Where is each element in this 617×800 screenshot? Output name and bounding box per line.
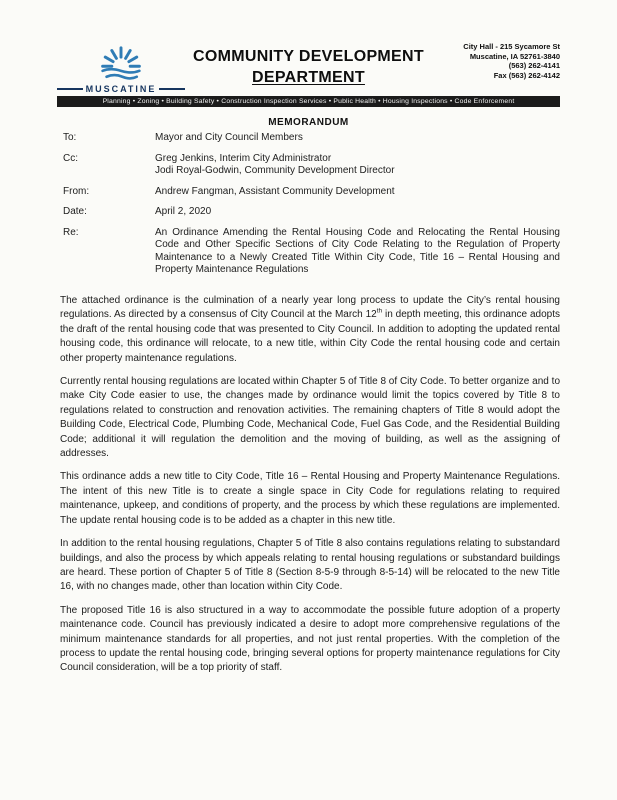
field-label-re: Re: xyxy=(63,226,79,238)
address-line-fax: Fax (563) 262-4142 xyxy=(493,70,560,80)
services-bar: Planning • Zoning • Building Safety • Construction Inspection Services • Public Health • Housing Inspections • Code Enforcement xyxy=(57,96,560,107)
memo-title: MEMORANDUM xyxy=(268,117,349,128)
department-title xyxy=(120,46,497,88)
field-row-from xyxy=(63,186,560,199)
address-line-city: Muscatine, IA 52761-3840 xyxy=(469,51,560,61)
field-value-re: An Ordinance Amending the Rental Housing Code and Relocating the Rental Housing Code and Other Specific Sections of City Code Relating to the Regulation of Property Maintenance to a Newly Created Title Within City Code, Title 16 – Rental Housing and Property Maintenance Regulations xyxy=(155,226,560,275)
field-label-cc: Cc: xyxy=(63,152,78,164)
field-row-cc xyxy=(63,153,560,178)
field-row-to xyxy=(63,132,560,145)
field-value-to: Mayor and City Council Members xyxy=(155,132,303,143)
address-line-phone: (563) 262-4141 xyxy=(508,61,560,70)
address-line-street: City Hall - 215 Sycamore St xyxy=(463,42,560,51)
paragraph-2: Currently rental housing regulations are located within Chapter 5 of Title 8 of City Code. To better organize and to make City Code easier to use, the changes made by ordinance would limit the topics covered by Title 8 to regulations related to construction and renovation activities. The remaining chapters of Title 8 would adopt the Building Code, Electrical Code, Plumbing Code, Mechanical Code, Fuel Gas Code, and the Residential Building Code; additional it will regulation the demolition and the moving of building, as well as the assigning of addresses. xyxy=(60,376,560,460)
paragraph-3: This ordinance adds a new title to City Code, Title 16 – Rental Housing and Property Maintenance Regulations. The intent of this new Title is to create a single space in City Code for regulations relating to required maintenance, upkeep, and conditions of property, and the process by which these regulations are implemented. The update rental housing code is to be added as a chapter in this new title. xyxy=(60,471,560,526)
address-block xyxy=(463,42,560,80)
field-label-to: To: xyxy=(63,132,77,143)
cc-line-1: Greg Jenkins, Interim City Administrator xyxy=(155,152,332,164)
logo-rule-right xyxy=(159,88,185,90)
field-label-from: From: xyxy=(63,185,90,197)
department-title-line2: DEPARTMENT xyxy=(252,69,365,86)
logo-rule-left xyxy=(57,88,83,90)
paragraph-1-superscript: th xyxy=(376,308,383,316)
paragraph-1-text-a: The attached ordinance is the culmination of a nearly year long process to update the City’s rental housing regulations. As directed by a consensus of City Council at the March 12 xyxy=(60,295,560,321)
field-value-from: Andrew Fangman, Assistant Community Development xyxy=(155,185,395,197)
paragraph-5: The proposed Title 16 is also structured in a way to accommodate the possible future adoption of a property maintenance code. Council has previously indicated a desire to adopt more comprehensive regulations of the minimum maintenance standards for all properties, and not just rental properties. With the completion of the process to update the rental housing code, bringing several options for property maintenance regulations for City Council consideration, will be a top priority of staff. xyxy=(60,604,560,674)
field-row-re xyxy=(63,227,560,277)
paragraph-1 xyxy=(60,294,560,366)
field-label-date: Date: xyxy=(63,206,87,217)
field-value-date: April 2, 2020 xyxy=(155,206,212,217)
field-value-cc xyxy=(155,153,560,178)
memo-body xyxy=(60,294,560,685)
memo-fields xyxy=(63,132,560,277)
field-row-date xyxy=(63,206,560,219)
logo-wordmark: MUSCATINE xyxy=(85,84,157,94)
paragraph-1-text-b: in depth meeting, this ordinance adopts the draft of the rental housing code that was presented to City Council. In addition to adopting the updated rental housing code, this ordinance will relocate, to a new title, within City Code the rental housing code and certain other property maintenance regulations. xyxy=(60,309,560,364)
department-title-line1: COMMUNITY DEVELOPMENT xyxy=(193,48,424,65)
cc-line-2: Jodi Royal-Godwin, Community Development Director xyxy=(155,165,395,176)
paragraph-4: In addition to the rental housing regulations, Chapter 5 of Title 8 also contains regulations relating to substandard buildings, and also the process by which appeals relating to rental housing regulations or substandard buildings are heard. These portion of Chapter 5 of Title 8 (Section 8-5-9 through 8-5-14) will be relocated to the new Title 16, with no changes made, other than location within City Code. xyxy=(60,538,560,593)
